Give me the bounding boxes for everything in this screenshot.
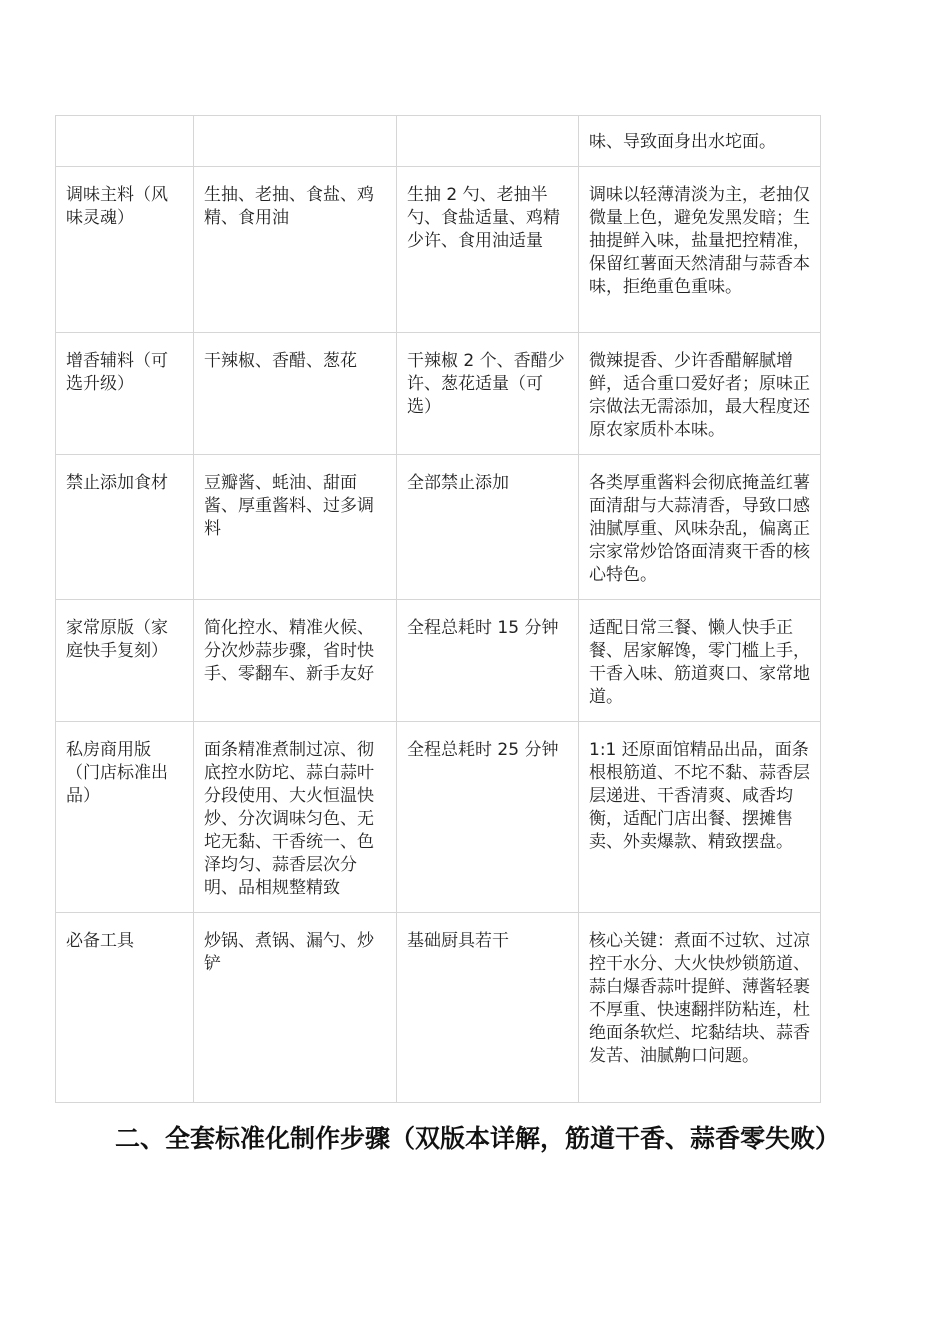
amount-cell: 全程总耗时 25 分钟 [397, 722, 579, 913]
category-cell: 必备工具 [56, 913, 194, 1103]
ingredients-cell [194, 116, 397, 167]
amount-cell: 全部禁止添加 [397, 455, 579, 600]
amount-cell: 干辣椒 2 个、香醋少许、葱花适量（可选） [397, 333, 579, 455]
ingredients-cell: 面条精准煮制过凉、彻底控水防坨、蒜白蒜叶分段使用、大火恒温快炒、分次调味匀色、无坨无黏、干香统一、色泽均匀、蒜香层次分明、品相规整精致 [194, 722, 397, 913]
ingredients-cell: 豆瓣酱、蚝油、甜面酱、厚重酱料、过多调料 [194, 455, 397, 600]
table-row [56, 455, 821, 600]
ingredients-cell: 炒锅、煮锅、漏勺、炒铲 [194, 913, 397, 1103]
note-cell: 微辣提香、少许香醋解腻增鲜，适合重口爱好者；原味正宗做法无需添加，最大程度还原农家质朴本味。 [579, 333, 821, 455]
table-row [56, 722, 821, 913]
amount-cell [397, 116, 579, 167]
table-row [56, 913, 821, 1103]
category-cell: 增香辅料（可选升级） [56, 333, 194, 455]
amount-cell: 全程总耗时 15 分钟 [397, 600, 579, 722]
note-cell: 调味以轻薄清淡为主，老抽仅微量上色，避免发黑发暗；生抽提鲜入味，盐量把控精准，保留红薯面天然清甜与蒜香本味，拒绝重色重味。 [579, 167, 821, 333]
note-cell: 1:1 还原面馆精品出品，面条根根筋道、不坨不黏、蒜香层层递进、干香清爽、咸香均衡，适配门店出餐、摆摊售卖、外卖爆款、精致摆盘。 [579, 722, 821, 913]
table-row [56, 167, 821, 333]
note-cell: 核心关键：煮面不过软、过凉控干水分、大火快炒锁筋道、蒜白爆香蒜叶提鲜、薄酱轻裹不厚重、快速翻拌防粘连，杜绝面条软烂、坨黏结块、蒜香发苦、油腻齁口问题。 [579, 913, 821, 1103]
ingredients-cell: 干辣椒、香醋、葱花 [194, 333, 397, 455]
ingredients-cell: 生抽、老抽、食盐、鸡精、食用油 [194, 167, 397, 333]
note-cell: 各类厚重酱料会彻底掩盖红薯面清甜与大蒜清香，导致口感油腻厚重、风味杂乱，偏离正宗家常炒饸饹面清爽干香的核心特色。 [579, 455, 821, 600]
note-cell: 适配日常三餐、懒人快手正餐、居家解馋，零门槛上手，干香入味、筋道爽口、家常地道。 [579, 600, 821, 722]
recipe-table [55, 115, 821, 1103]
amount-cell: 基础厨具若干 [397, 913, 579, 1103]
category-cell: 禁止添加食材 [56, 455, 194, 600]
amount-cell: 生抽 2 勺、老抽半勺、食盐适量、鸡精少许、食用油适量 [397, 167, 579, 333]
table-row [56, 600, 821, 722]
table-row [56, 333, 821, 455]
ingredients-cell: 简化控水、精准火候、分次炒蒜步骤，省时快手、零翻车、新手友好 [194, 600, 397, 722]
category-cell: 调味主料（风味灵魂） [56, 167, 194, 333]
note-cell: 味、导致面身出水坨面。 [579, 116, 821, 167]
section-heading: 二、全套标准化制作步骤（双版本详解，筋道干香、蒜香零失败） [115, 1124, 841, 1153]
table-row [56, 116, 821, 167]
category-cell: 家常原版（家庭快手复刻） [56, 600, 194, 722]
category-cell: 私房商用版（门店标准出品） [56, 722, 194, 913]
category-cell [56, 116, 194, 167]
